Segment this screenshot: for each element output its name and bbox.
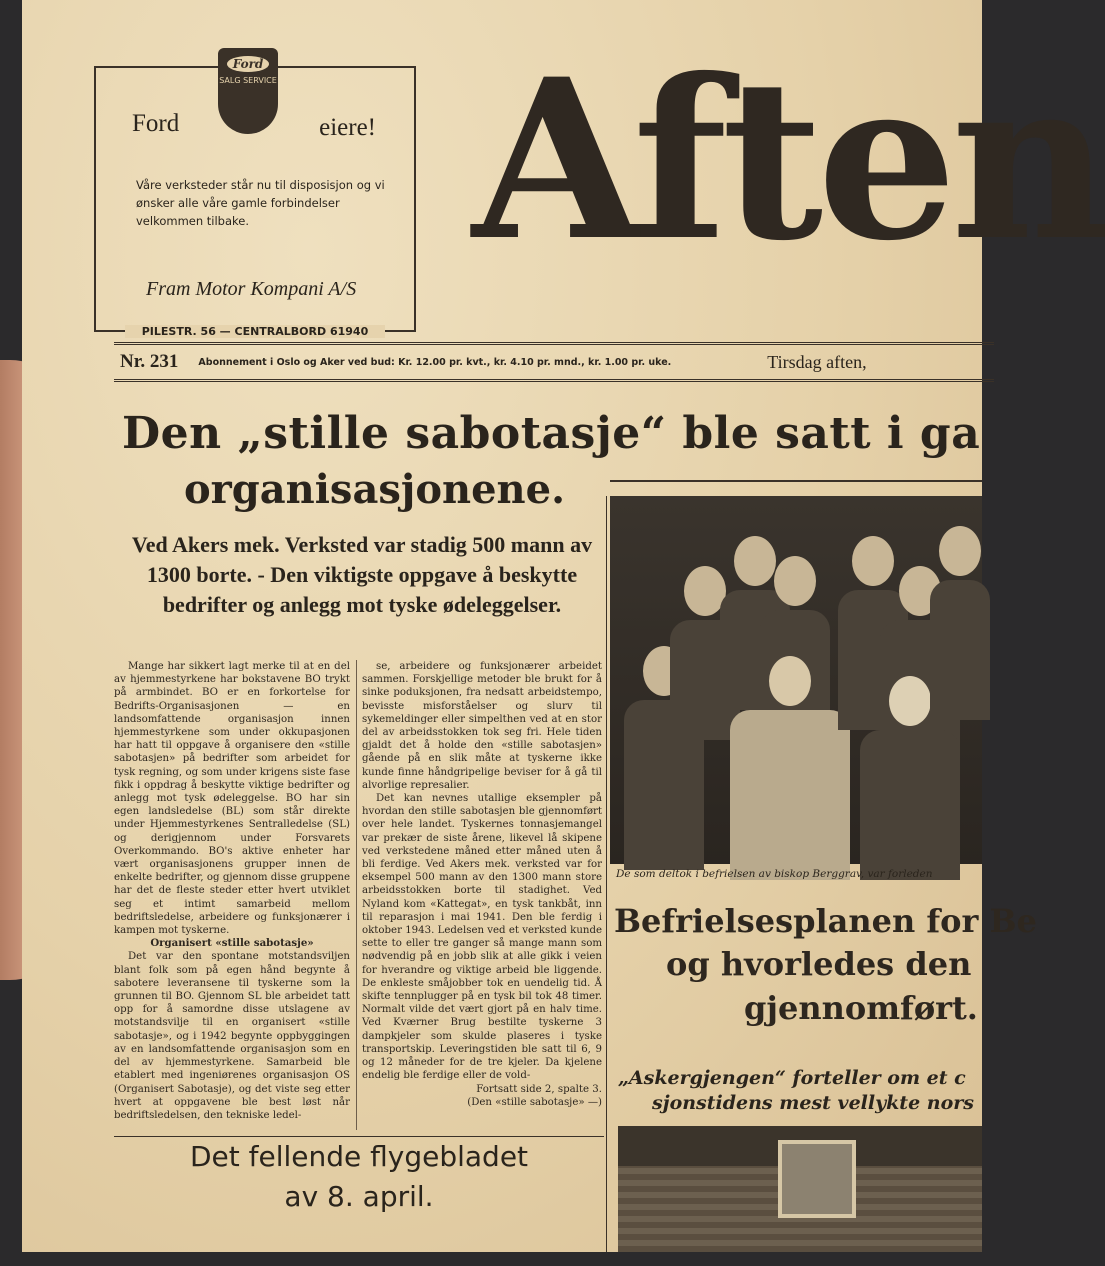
subscription-info: Abonnement i Oslo og Aker ved bud: Kr. 12.00 pr. kvt., kr. 4.10 pr. mnd., kr. 1.00 pr. uke. <box>198 356 672 368</box>
masthead: Aften <box>472 30 1105 289</box>
issue-bar <box>114 342 994 382</box>
photo-caption: De som deltok i befrielsen av biskop Berggrav, var forleden <box>616 868 933 880</box>
ad-brand-left: Ford <box>132 110 180 137</box>
newspaper-page <box>22 0 1105 1252</box>
flyer-line-2: av 8. april. <box>284 1180 434 1213</box>
main-headline: Den „stille sabotasje“ ble satt i ga <box>122 408 981 459</box>
horizontal-divider <box>610 480 982 482</box>
ad-body: Våre verksteder står nu til disposisjon og vi ønsker alle våre gamle forbindelser velkommen tilbake. <box>136 178 385 228</box>
column-divider <box>356 660 357 1130</box>
right-headline-line-3: gjennomført. <box>744 989 978 1027</box>
ad-brand-right: eiere! <box>319 114 376 141</box>
continuation-note: Fortsatt side 2, spalte 3. <box>476 1083 602 1095</box>
flyer-line-1: Det fellende flygebladet <box>189 1140 529 1173</box>
right-headline <box>614 900 1037 1030</box>
article-paragraph: se, arbeidere og funksjonærer arbeidet sammen. Forskjellige metoder ble brukt for å sinke poduksjonen, fra nedsatt arbeidstempo, bevisste misforståelser og slurv til sykemeldinger eller simpelthen ved at en stor del av arbeidsstokken tok seg fri. Hele tiden gjaldt det å holde den «stille sabotasjen» gående på en slik måte at tyskerne ikke kunde finne håndgripelige beviser for å gå til alvorlige represalier. <box>362 661 602 791</box>
ad-signature: Fram Motor Kompani A/S <box>146 278 357 300</box>
photo-person <box>930 526 990 720</box>
ford-badge-icon <box>218 48 278 134</box>
section-heading: Organisert «stille sabotasje» <box>150 937 314 950</box>
house-photo <box>618 1126 982 1252</box>
ad-footer: PILESTR. 56 — CENTRALBORD 61940 <box>125 325 385 338</box>
right-headline-line-1: Befrielsesplanen for Be <box>614 902 1037 940</box>
article-paragraph: Mange har sikkert lagt merke til at en del av hjemmestyrkene har bokstavene BO trykt på armbindet. BO er en forkortelse for Bedrifts-Organisasjonen — en landsomfattende organisasjon innen hjemmestyrkene som under okkupasjonen har hatt til oppgave å organisere den «stille sabotasjen» på bedrifter som arbeidet for tysk regning, og som under krigens siste fase fikk i oppdrag å beskytte viktige bedrifter og anlegg mot tysk ødeleggelse. BO har sin egen landsledelse (BL) som står direkte under Hjemmestyrkenes Sentralledelse (SL) og derigjennom under Forsvarets Overkommando. BO's aktive enheter har vært organisasjonens grupper innen de enkelte bedrifter, og gjennom disse gruppene har det de fleste steder etter hvert utviklet seg et intimt samarbeid mellom bedriftsledelse, arbeidere og funksjonærer i kampen mot tyskerne. <box>114 661 350 937</box>
right-headline-line-2: og hvorledes den <box>666 945 972 983</box>
issue-number: Nr. 231 <box>120 351 179 372</box>
group-photo <box>610 496 982 864</box>
article-column-1 <box>114 660 350 1130</box>
continuation-ref: (Den «stille sabotasje» —) <box>467 1096 602 1108</box>
window-shape <box>778 1140 856 1218</box>
vertical-divider <box>606 496 607 1252</box>
right-subheading-1: „Askergjengen“ forteller om et c <box>618 1067 966 1089</box>
article-paragraph: Det kan nevnes utallige eksempler på hvordan den stille sabotasjen ble gjennomført over hele landet. Tyskernes tonnasjemangel var prekær de siste årene, likevel lå skipene ved verkstedene måned etter måned uten å bli ferdige. Ved Akers mek. verksted var for eksempel 500 mann av den 1300 mann store arbeidsstokken borte til stadighet. Ved Nyland kom «Kattegat», en tysk tankbåt, inn til reparasjon i mai 1941. Den ble ferdig i oktober 1943. Ledelsen ved et verksted kunde sette to eller tre ganger så mange mann som nødvendig på en jobb slik at alle gikk i veien for hverandre og viktige arbeid ble liggende. De enkleste småjobber tok en uendelig tid. Å skifte tennplugger på en tysk bil tok 48 timer. Normalt vilde det vært gjort på en halv time. Ved Kværner Brug bestilte tyskerne 3 dampkjeler som skulde plaseres i tyske transportskip. Leveringstiden ble satt til 6, 9 og 12 måneder for de tre kjeler. Da kjelene endelig ble ferdige eller de vold- <box>362 793 602 1082</box>
issue-day: Tirsdag aften, <box>767 351 867 372</box>
article-subheading: Ved Akers mek. Verksted var stadig 500 mann av 1300 borte. - Den viktigste oppgave å beskytte bedrifter og anlegg mot tyske ødeleggelser. <box>131 532 593 617</box>
flyer-headline <box>114 1136 604 1217</box>
ford-advertisement <box>94 57 416 338</box>
photo-person <box>730 656 850 880</box>
right-subheading-2: sjonstidens mest vellykte nors <box>652 1092 974 1114</box>
ford-logo: Ford <box>227 56 270 72</box>
article-paragraph: Det var den spontane motstandsviljen blant folk som på egen hånd begynte å sabotere leveransene til tyskerne som la grunnen til BO. Gjennom SL ble arbeidet tatt opp for å samordne disse utslagene av motstandsvilje til en organisert «stille sabotasje», og i 1942 begynte oppbyggingen av en landsomfattende organisasjon som en del av hjemmestyrkene. Samarbeid ble etablert med ingeniørenes organisasjon OS (Organisert Sabotasje), og det viste seg etter hvert at oppgavene ble best løst når bedriftsledelsen, den tekniske ledel- <box>114 951 350 1121</box>
main-headline-line2: organisasjonene. <box>184 466 566 513</box>
article-column-2 <box>362 660 602 1130</box>
badge-text: SALG SERVICE <box>219 76 277 85</box>
